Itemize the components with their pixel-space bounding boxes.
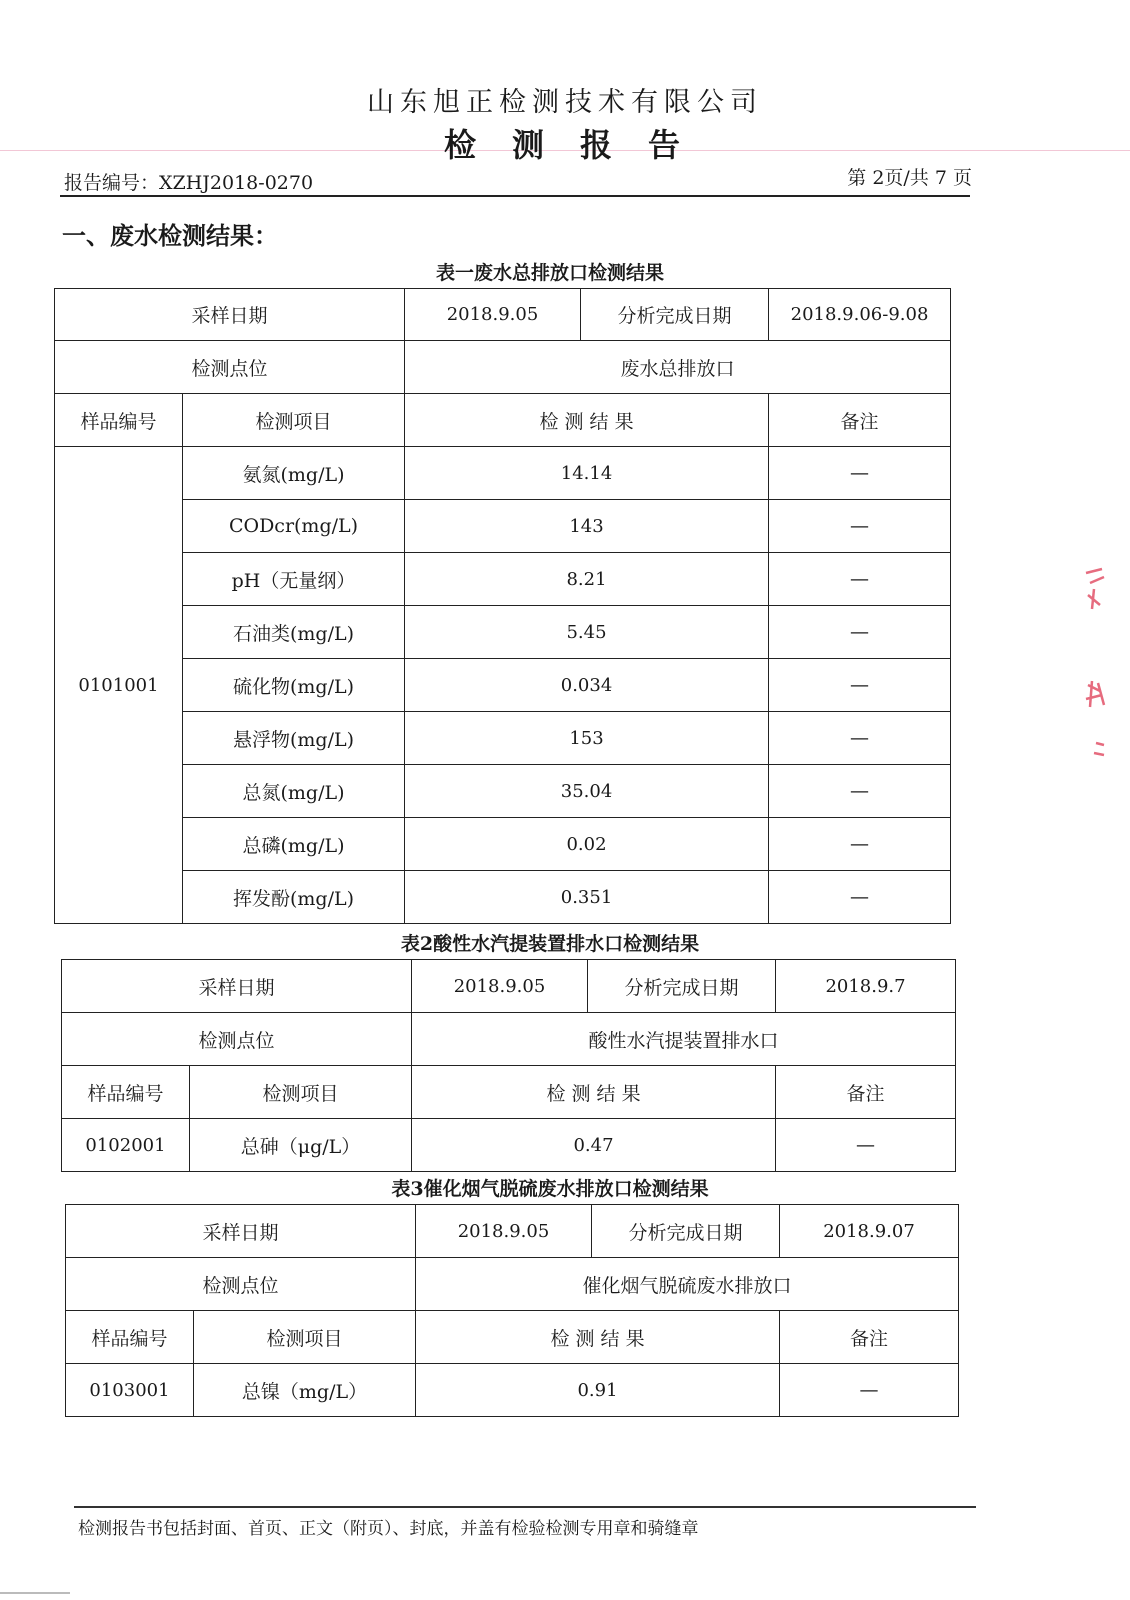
result-cell: 0.91	[416, 1364, 780, 1417]
remark-cell: —	[769, 606, 951, 659]
table2-date-row	[62, 960, 956, 1013]
location-value: 废水总排放口	[405, 341, 951, 394]
report-number: 报告编号：XZHJ2018-0270	[64, 172, 314, 194]
result-cell: 5.45	[405, 606, 769, 659]
item-cell: 悬浮物(mg/L)	[183, 712, 405, 765]
sampling-date-label: 采样日期	[62, 960, 412, 1013]
item-cell: 挥发酚(mg/L)	[183, 871, 405, 924]
table-row	[55, 871, 951, 924]
footer-note: 检测报告书包括封面、首页、正文（附页）、封底，并盖有检验检测专用章和骑缝章	[78, 1519, 699, 1539]
item-header: 检测项目	[190, 1066, 412, 1119]
analysis-date-value: 2018.9.7	[776, 960, 956, 1013]
sample-no-cell: 0101001	[55, 447, 183, 924]
table1-location-row	[55, 341, 951, 394]
remark-header: 备注	[776, 1066, 956, 1119]
item-cell: 石油类(mg/L)	[183, 606, 405, 659]
report-title: 检测报告	[443, 126, 716, 164]
item-cell: 总砷（μg/L）	[190, 1119, 412, 1172]
header-divider	[60, 195, 970, 197]
analysis-date-value: 2018.9.07	[780, 1205, 959, 1258]
seal-stamp	[1080, 565, 1120, 775]
table3-header-row	[66, 1311, 959, 1364]
item-cell: pH（无量纲）	[183, 553, 405, 606]
table-row	[55, 818, 951, 871]
location-label: 检测点位	[55, 341, 405, 394]
location-value: 酸性水汽提装置排水口	[412, 1013, 956, 1066]
remark-cell: —	[769, 659, 951, 712]
table-row	[66, 1364, 959, 1417]
sampling-date-value: 2018.9.05	[405, 289, 581, 341]
result-cell: 35.04	[405, 765, 769, 818]
table-row	[55, 500, 951, 553]
table1-date-row	[55, 289, 951, 341]
remark-cell: —	[769, 553, 951, 606]
result-cell: 153	[405, 712, 769, 765]
table1-caption: 表一废水总排放口检测结果	[435, 262, 664, 284]
result-header: 检 测 结 果	[416, 1311, 780, 1364]
table-row	[55, 765, 951, 818]
table2	[61, 959, 956, 1172]
location-label: 检测点位	[62, 1013, 412, 1066]
remark-cell: —	[780, 1364, 959, 1417]
result-cell: 143	[405, 500, 769, 553]
sample-no-header: 样品编号	[55, 394, 183, 447]
item-cell: CODcr(mg/L)	[183, 500, 405, 553]
result-cell: 0.47	[412, 1119, 776, 1172]
remark-cell: —	[769, 765, 951, 818]
table1-header-row	[55, 394, 951, 447]
table-row	[55, 447, 951, 500]
sampling-date-label: 采样日期	[66, 1205, 416, 1258]
result-cell: 0.02	[405, 818, 769, 871]
result-cell: 0.034	[405, 659, 769, 712]
item-cell: 氨氮(mg/L)	[183, 447, 405, 500]
remark-cell: —	[769, 871, 951, 924]
remark-cell: —	[769, 500, 951, 553]
table1	[54, 288, 951, 924]
result-header: 检 测 结 果	[405, 394, 769, 447]
analysis-date-label: 分析完成日期	[592, 1205, 780, 1258]
table-row	[55, 553, 951, 606]
company-name: 山东旭正检测技术有限公司	[367, 87, 763, 118]
footer-divider	[74, 1506, 976, 1508]
table3-caption: 表3催化烟气脱硫废水排放口检测结果	[391, 1178, 709, 1200]
sampling-date-value: 2018.9.05	[416, 1205, 592, 1258]
remark-cell: —	[769, 712, 951, 765]
section-title: 一、废水检测结果：	[62, 221, 278, 250]
sampling-date-value: 2018.9.05	[412, 960, 588, 1013]
table-row	[55, 712, 951, 765]
table2-caption: 表2酸性水汽提装置排水口检测结果	[400, 933, 700, 955]
location-value: 催化烟气脱硫废水排放口	[416, 1258, 959, 1311]
analysis-date-value: 2018.9.06-9.08	[769, 289, 951, 341]
remark-header: 备注	[769, 394, 951, 447]
result-cell: 8.21	[405, 553, 769, 606]
page-indicator: 第 2页/共 7 页	[847, 167, 972, 189]
analysis-date-label: 分析完成日期	[588, 960, 776, 1013]
table3-location-row	[66, 1258, 959, 1311]
table3-date-row	[66, 1205, 959, 1258]
sample-no-cell: 0103001	[66, 1364, 194, 1417]
item-cell: 总镍（mg/L）	[194, 1364, 416, 1417]
table3	[65, 1204, 959, 1417]
remark-cell: —	[769, 447, 951, 500]
table2-location-row	[62, 1013, 956, 1066]
table-row	[62, 1119, 956, 1172]
item-cell: 总磷(mg/L)	[183, 818, 405, 871]
sample-no-header: 样品编号	[62, 1066, 190, 1119]
remark-header: 备注	[780, 1311, 959, 1364]
item-cell: 总氮(mg/L)	[183, 765, 405, 818]
analysis-date-label: 分析完成日期	[581, 289, 769, 341]
table2-header-row	[62, 1066, 956, 1119]
result-cell: 14.14	[405, 447, 769, 500]
location-label: 检测点位	[66, 1258, 416, 1311]
remark-cell: —	[776, 1119, 956, 1172]
item-header: 检测项目	[194, 1311, 416, 1364]
result-header: 检 测 结 果	[412, 1066, 776, 1119]
item-cell: 硫化物(mg/L)	[183, 659, 405, 712]
sample-no-header: 样品编号	[66, 1311, 194, 1364]
sample-no-cell: 0102001	[62, 1119, 190, 1172]
item-header: 检测项目	[183, 394, 405, 447]
table-row	[55, 659, 951, 712]
sampling-date-label: 采样日期	[55, 289, 405, 341]
bottom-mark	[0, 1592, 70, 1594]
result-cell: 0.351	[405, 871, 769, 924]
remark-cell: —	[769, 818, 951, 871]
table-row	[55, 606, 951, 659]
